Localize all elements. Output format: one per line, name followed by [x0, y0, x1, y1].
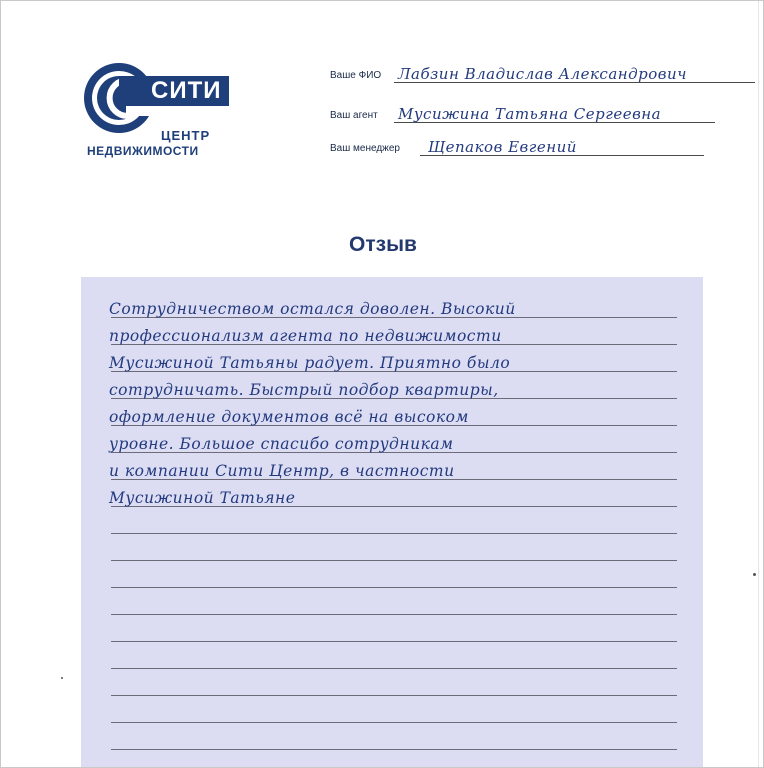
review-line: и компании Сити Центр, в частности [109, 462, 455, 480]
review-line: уровне. Большое спасибо сотрудникам [109, 435, 454, 453]
review-line: Мусижиной Татьяне [109, 489, 296, 507]
agent-field [330, 101, 715, 125]
logo-subtitle: НЕДВИЖИМОСТИ [87, 144, 199, 158]
ruled-line [111, 614, 677, 615]
agent-value: Мусижина Татьяна Сергеевна [398, 105, 662, 123]
manager-field [330, 134, 704, 158]
manager-value: Щепаков Евгений [428, 138, 577, 156]
ruled-line [111, 560, 677, 561]
fio-value: Лабзин Владислав Александрович [398, 65, 688, 83]
logo-centr: ЦЕНТР [161, 128, 211, 143]
fio-label: Ваше ФИО [330, 70, 382, 81]
review-line: сотрудничать. Быстрый подбор квартиры, [109, 381, 499, 399]
review-line: Мусижиной Татьяны радует. Приятно было [109, 354, 511, 372]
ruled-line [111, 641, 677, 642]
ruled-line [111, 695, 677, 696]
fio-field [330, 61, 755, 85]
review-box [81, 277, 703, 768]
ruled-line [111, 749, 677, 750]
scan-speck [61, 677, 63, 679]
manager-label: Ваш менеджер [330, 143, 400, 154]
ruled-line [111, 668, 677, 669]
company-logo [81, 56, 231, 161]
review-line: профессионализм агента по недвижимости [109, 327, 502, 345]
review-line: Сотрудничеством остался доволен. Высокий [109, 300, 516, 318]
ruled-line [111, 587, 677, 588]
scan-speck [753, 573, 756, 576]
agent-label: Ваш агент [330, 110, 378, 121]
logo-word: СИТИ [119, 76, 229, 106]
scan-edge [758, 1, 759, 767]
ruled-line [111, 533, 677, 534]
review-line: оформление документов всё на высоком [109, 408, 469, 426]
ruled-line [111, 722, 677, 723]
page-title: Отзыв [349, 233, 417, 256]
